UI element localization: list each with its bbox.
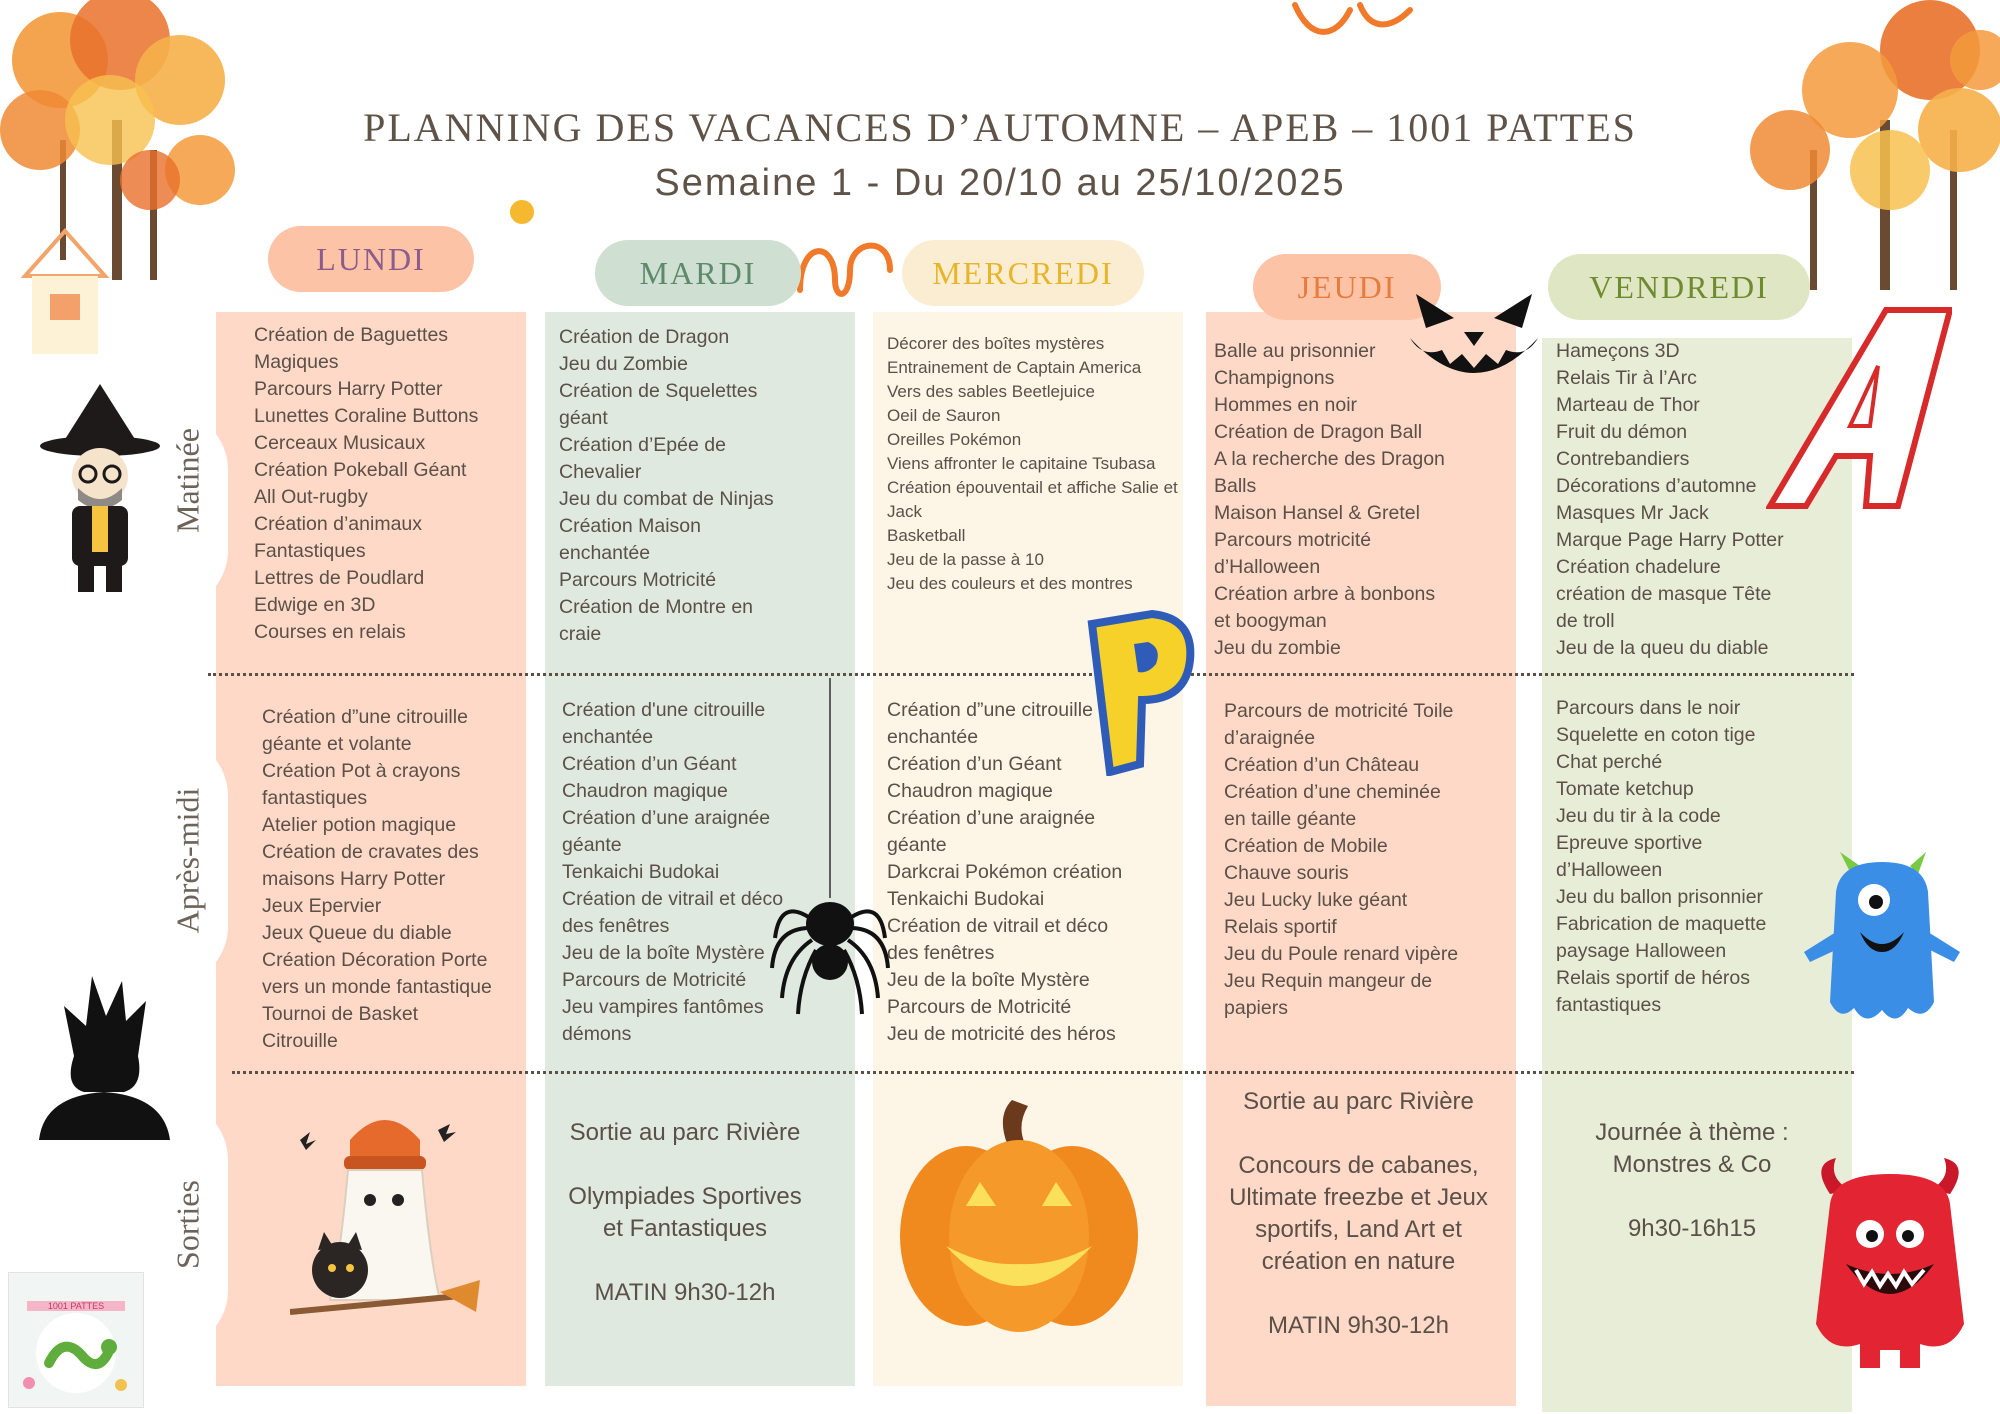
row-label-afternoon: Après-midi: [169, 787, 206, 934]
activity-item: Parcours de Motricité: [887, 996, 1072, 1018]
activity-item: Atelier potion magique: [262, 814, 457, 836]
swirl-decoration-icon: [1290, 0, 1420, 40]
mardi-outing: Sortie au parc Rivière Olympiades Sportives et Fantastiques MATIN 9h30-12h: [568, 1119, 802, 1306]
spider-icon: [770, 678, 890, 1024]
vendredi-outing: Journée à thème : Monstres & Co 9h30-16h15: [1595, 1119, 1789, 1242]
activity-item: Création d’une cheminée: [1224, 781, 1441, 803]
activity-item: Parcours de Motricité: [562, 969, 747, 991]
activity-item: démons: [562, 1023, 632, 1045]
logo-text: 1001 PATTES: [27, 1301, 125, 1311]
activity-item: fantastiques: [262, 787, 368, 809]
activity-item: Jack: [887, 502, 922, 521]
activity-item: Jeu de la passe à 10: [887, 550, 1044, 569]
activity-item: Chauve souris: [1224, 862, 1349, 884]
activity-item: Création d”une citrouille: [262, 706, 468, 728]
letter-p-icon: [1082, 604, 1198, 776]
activity-item: fantastiques: [1556, 994, 1662, 1016]
activity-item: Balls: [1214, 475, 1257, 497]
activity-item: de troll: [1556, 610, 1615, 632]
activity-item: géante: [887, 834, 947, 856]
activity-item: Parcours motricité: [1214, 529, 1372, 551]
activity-item: Création d’un Château: [1224, 754, 1420, 776]
activity-item: Jeu des couleurs et des montres: [887, 574, 1133, 593]
logo-icon: [8, 1272, 144, 1408]
activity-item: Création d’une araignée: [887, 807, 1096, 829]
activity-item: Oeil de Sauron: [887, 406, 1001, 425]
activity-item: Création Pokeball Géant: [254, 459, 467, 481]
activity-item: Relais Tir à l’Arc: [1556, 367, 1697, 389]
activity-item: Hommes en noir: [1214, 394, 1358, 416]
swirl-decoration-icon: [790, 230, 900, 310]
activity-item: Création de Dragon Ball: [1214, 421, 1423, 443]
activity-item: craie: [559, 623, 602, 645]
activity-item: Parcours dans le noir: [1556, 697, 1741, 719]
activity-item: Parcours Motricité: [559, 569, 717, 591]
activity-item: Tenkaichi Budokai: [887, 888, 1045, 910]
activity-item: Marque Page Harry Potter: [1556, 529, 1784, 551]
row-label-outings: Sorties: [169, 1180, 206, 1269]
activity-item: All Out-rugby: [254, 486, 368, 508]
activity-item: Lunettes Coraline Buttons: [254, 405, 479, 427]
activity-item: Relais sportif: [1224, 916, 1337, 938]
wizard-icon: [38, 384, 162, 596]
lundi-afternoon-list: [262, 704, 492, 1055]
activity-item: Création Décoration Porte: [262, 949, 488, 971]
activity-item: Parcours Harry Potter: [254, 378, 443, 400]
activity-item: Lettres de Poudlard: [254, 567, 425, 589]
activity-item: Relais sportif de héros: [1556, 967, 1751, 989]
separator-afternoon-outings: [232, 1071, 1854, 1074]
activity-item: Darkcrai Pokémon création: [887, 861, 1123, 883]
activity-item: vers un monde fantastique: [262, 976, 492, 998]
activity-item: paysage Halloween: [1556, 940, 1727, 962]
activity-item: Cerceaux Musicaux: [254, 432, 426, 454]
activity-item: Jeu Requin mangeur de: [1224, 970, 1433, 992]
activity-item: Jeu du tir à la code: [1556, 805, 1721, 827]
activity-item: papiers: [1224, 997, 1288, 1019]
activity-item: Champignons: [1214, 367, 1335, 389]
activity-item: Jeux Epervier: [262, 895, 382, 917]
vendredi-afternoon-list: [1556, 695, 1766, 1019]
activity-item: Contrebandiers: [1556, 448, 1690, 470]
jack-o-lantern-face-icon: [1406, 288, 1542, 384]
lundi-morning-list: [254, 322, 478, 646]
activity-item: Création d'une citrouille: [562, 699, 766, 721]
activity-item: Création d’animaux: [254, 513, 423, 535]
activity-item: d’araignée: [1224, 727, 1316, 749]
activity-item: Jeu vampires fantômes: [562, 996, 764, 1018]
jeudi-outing: Sortie au parc Rivière Concours de cabanes, Ultimate freezbe et Jeux sportifs, Land Art et création en nature MATIN 9h30-12h: [1229, 1088, 1488, 1339]
activity-item: Entrainement de Captain America: [887, 358, 1142, 377]
activity-item: Création d’une araignée: [562, 807, 771, 829]
activity-item: Fantastiques: [254, 540, 366, 562]
activity-item: Création de Montre en: [559, 596, 754, 618]
activity-item: et boogyman: [1214, 610, 1327, 632]
row-label-morning: Matinée: [169, 428, 206, 533]
activity-item: Squelette en coton tige: [1556, 724, 1756, 746]
mardi-afternoon-list: [562, 697, 783, 1048]
activity-item: Chevalier: [559, 461, 642, 483]
activity-item: d’Halloween: [1556, 859, 1663, 881]
activity-item: Masques Mr Jack: [1556, 502, 1709, 524]
activity-item: Jeu du ballon prisonnier: [1556, 886, 1764, 908]
page-title: PLANNING DES VACANCES D’AUTOMNE – APEB – 1001 PATTES: [363, 105, 1637, 150]
activity-item: Viens affronter le capitaine Tsubasa: [887, 454, 1156, 473]
activity-item: Maison Hansel & Gretel: [1214, 502, 1420, 524]
activity-item: Basketball: [887, 526, 966, 545]
house-icon: [20, 226, 110, 356]
silhouette-icon: [34, 966, 174, 1140]
activity-item: Vers des sables Beetlejuice: [887, 382, 1095, 401]
activity-item: Création d’un Géant: [562, 753, 737, 775]
activity-item: Tenkaichi Budokai: [562, 861, 720, 883]
day-header-vendredi: VENDREDI: [1548, 254, 1810, 320]
activity-item: Tomate ketchup: [1556, 778, 1694, 800]
activity-item: enchantée: [887, 726, 979, 748]
activity-item: Edwige en 3D: [254, 594, 376, 616]
activity-item: enchantée: [559, 542, 651, 564]
jeudi-afternoon-list: [1224, 698, 1458, 1022]
letter-a-icon: [1766, 306, 1952, 512]
activity-item: Création de cravates des: [262, 841, 479, 863]
activity-item: Epreuve sportive: [1556, 832, 1703, 854]
activity-item: enchantée: [562, 726, 654, 748]
activity-item: Oreilles Pokémon: [887, 430, 1022, 449]
activity-item: des fenêtres: [887, 942, 995, 964]
red-monster-icon: [1800, 1154, 1980, 1370]
activity-item: géante et volante: [262, 733, 412, 755]
activity-item: Jeu de la boîte Mystère: [887, 969, 1090, 991]
activity-item: Jeu Lucky luke géant: [1224, 889, 1408, 911]
activity-item: Création de Mobile: [1224, 835, 1388, 857]
activity-item: Balle au prisonnier: [1214, 340, 1376, 362]
activity-item: création de masque Tête: [1556, 583, 1772, 605]
day-header-mercredi: MERCREDI: [902, 240, 1144, 306]
day-header-mardi: MARDI: [595, 240, 801, 306]
activity-item: Création Pot à crayons: [262, 760, 461, 782]
activity-item: Création de vitrail et déco: [887, 915, 1109, 937]
ghost-cat-icon: [290, 1100, 480, 1332]
mercredi-morning-list: [887, 332, 1178, 596]
vendredi-morning-list: [1556, 338, 1784, 662]
pumpkin-icon: [896, 1096, 1142, 1334]
activity-item: Parcours de motricité Toile: [1224, 700, 1454, 722]
separator-morning-afternoon: [208, 673, 1854, 676]
activity-item: Tournoi de Basket: [262, 1003, 419, 1025]
day-header-lundi: LUNDI: [268, 226, 474, 292]
activity-item: Fruit du démon: [1556, 421, 1688, 443]
activity-item: Création chadelure: [1556, 556, 1721, 578]
activity-item: Création de vitrail et déco: [562, 888, 784, 910]
activity-item: Chaudron magique: [887, 780, 1053, 802]
page-subtitle: Semaine 1 - Du 20/10 au 25/10/2025: [654, 162, 1346, 204]
activity-item: Fabrication de maquette: [1556, 913, 1767, 935]
activity-item: Création épouventail et affiche Salie et: [887, 478, 1178, 497]
blue-monster-icon: [1800, 852, 1966, 1032]
activity-item: Jeu de motricité des héros: [887, 1023, 1116, 1045]
activity-item: Jeu du zombie: [1214, 637, 1341, 659]
jeudi-morning-list: [1214, 338, 1445, 662]
activity-item: Jeux Queue du diable: [262, 922, 452, 944]
activity-item: Marteau de Thor: [1556, 394, 1700, 416]
activity-item: Création Maison: [559, 515, 701, 537]
activity-item: Décorations d’automne: [1556, 475, 1757, 497]
activity-item: Création d’un Géant: [887, 753, 1062, 775]
activity-item: Citrouille: [262, 1030, 338, 1052]
activity-item: Jeu de la boîte Mystère: [562, 942, 765, 964]
activity-item: maisons Harry Potter: [262, 868, 446, 890]
activity-item: en taille géante: [1224, 808, 1357, 830]
activity-item: Création de Baguettes: [254, 324, 449, 346]
activity-item: Jeu du Poule renard vipère: [1224, 943, 1459, 965]
activity-item: Création de Squelettes: [559, 380, 758, 402]
activity-item: Jeu du combat de Ninjas: [559, 488, 774, 510]
activity-item: Création de Dragon: [559, 326, 730, 348]
activity-item: Création d”une citrouille: [887, 699, 1093, 721]
activity-item: Courses en relais: [254, 621, 406, 643]
activity-item: géante: [562, 834, 622, 856]
activity-item: Création d’Epée de: [559, 434, 726, 456]
activity-item: Création arbre à bonbons: [1214, 583, 1436, 605]
activity-item: Hameçons 3D: [1556, 340, 1680, 362]
activity-item: géant: [559, 407, 608, 429]
activity-item: Décorer des boîtes mystères: [887, 334, 1105, 353]
activity-item: Chaudron magique: [562, 780, 728, 802]
activity-item: Magiques: [254, 351, 339, 373]
activity-item: des fenêtres: [562, 915, 670, 937]
mardi-morning-list: [559, 324, 774, 648]
activity-item: Jeu de la queu du diable: [1556, 637, 1769, 659]
activity-item: A la recherche des Dragon: [1214, 448, 1445, 470]
activity-item: Chat perché: [1556, 751, 1663, 773]
day-header-jeudi: JEUDI: [1253, 254, 1441, 320]
activity-item: d’Halloween: [1214, 556, 1321, 578]
activity-item: Jeu du Zombie: [559, 353, 688, 375]
